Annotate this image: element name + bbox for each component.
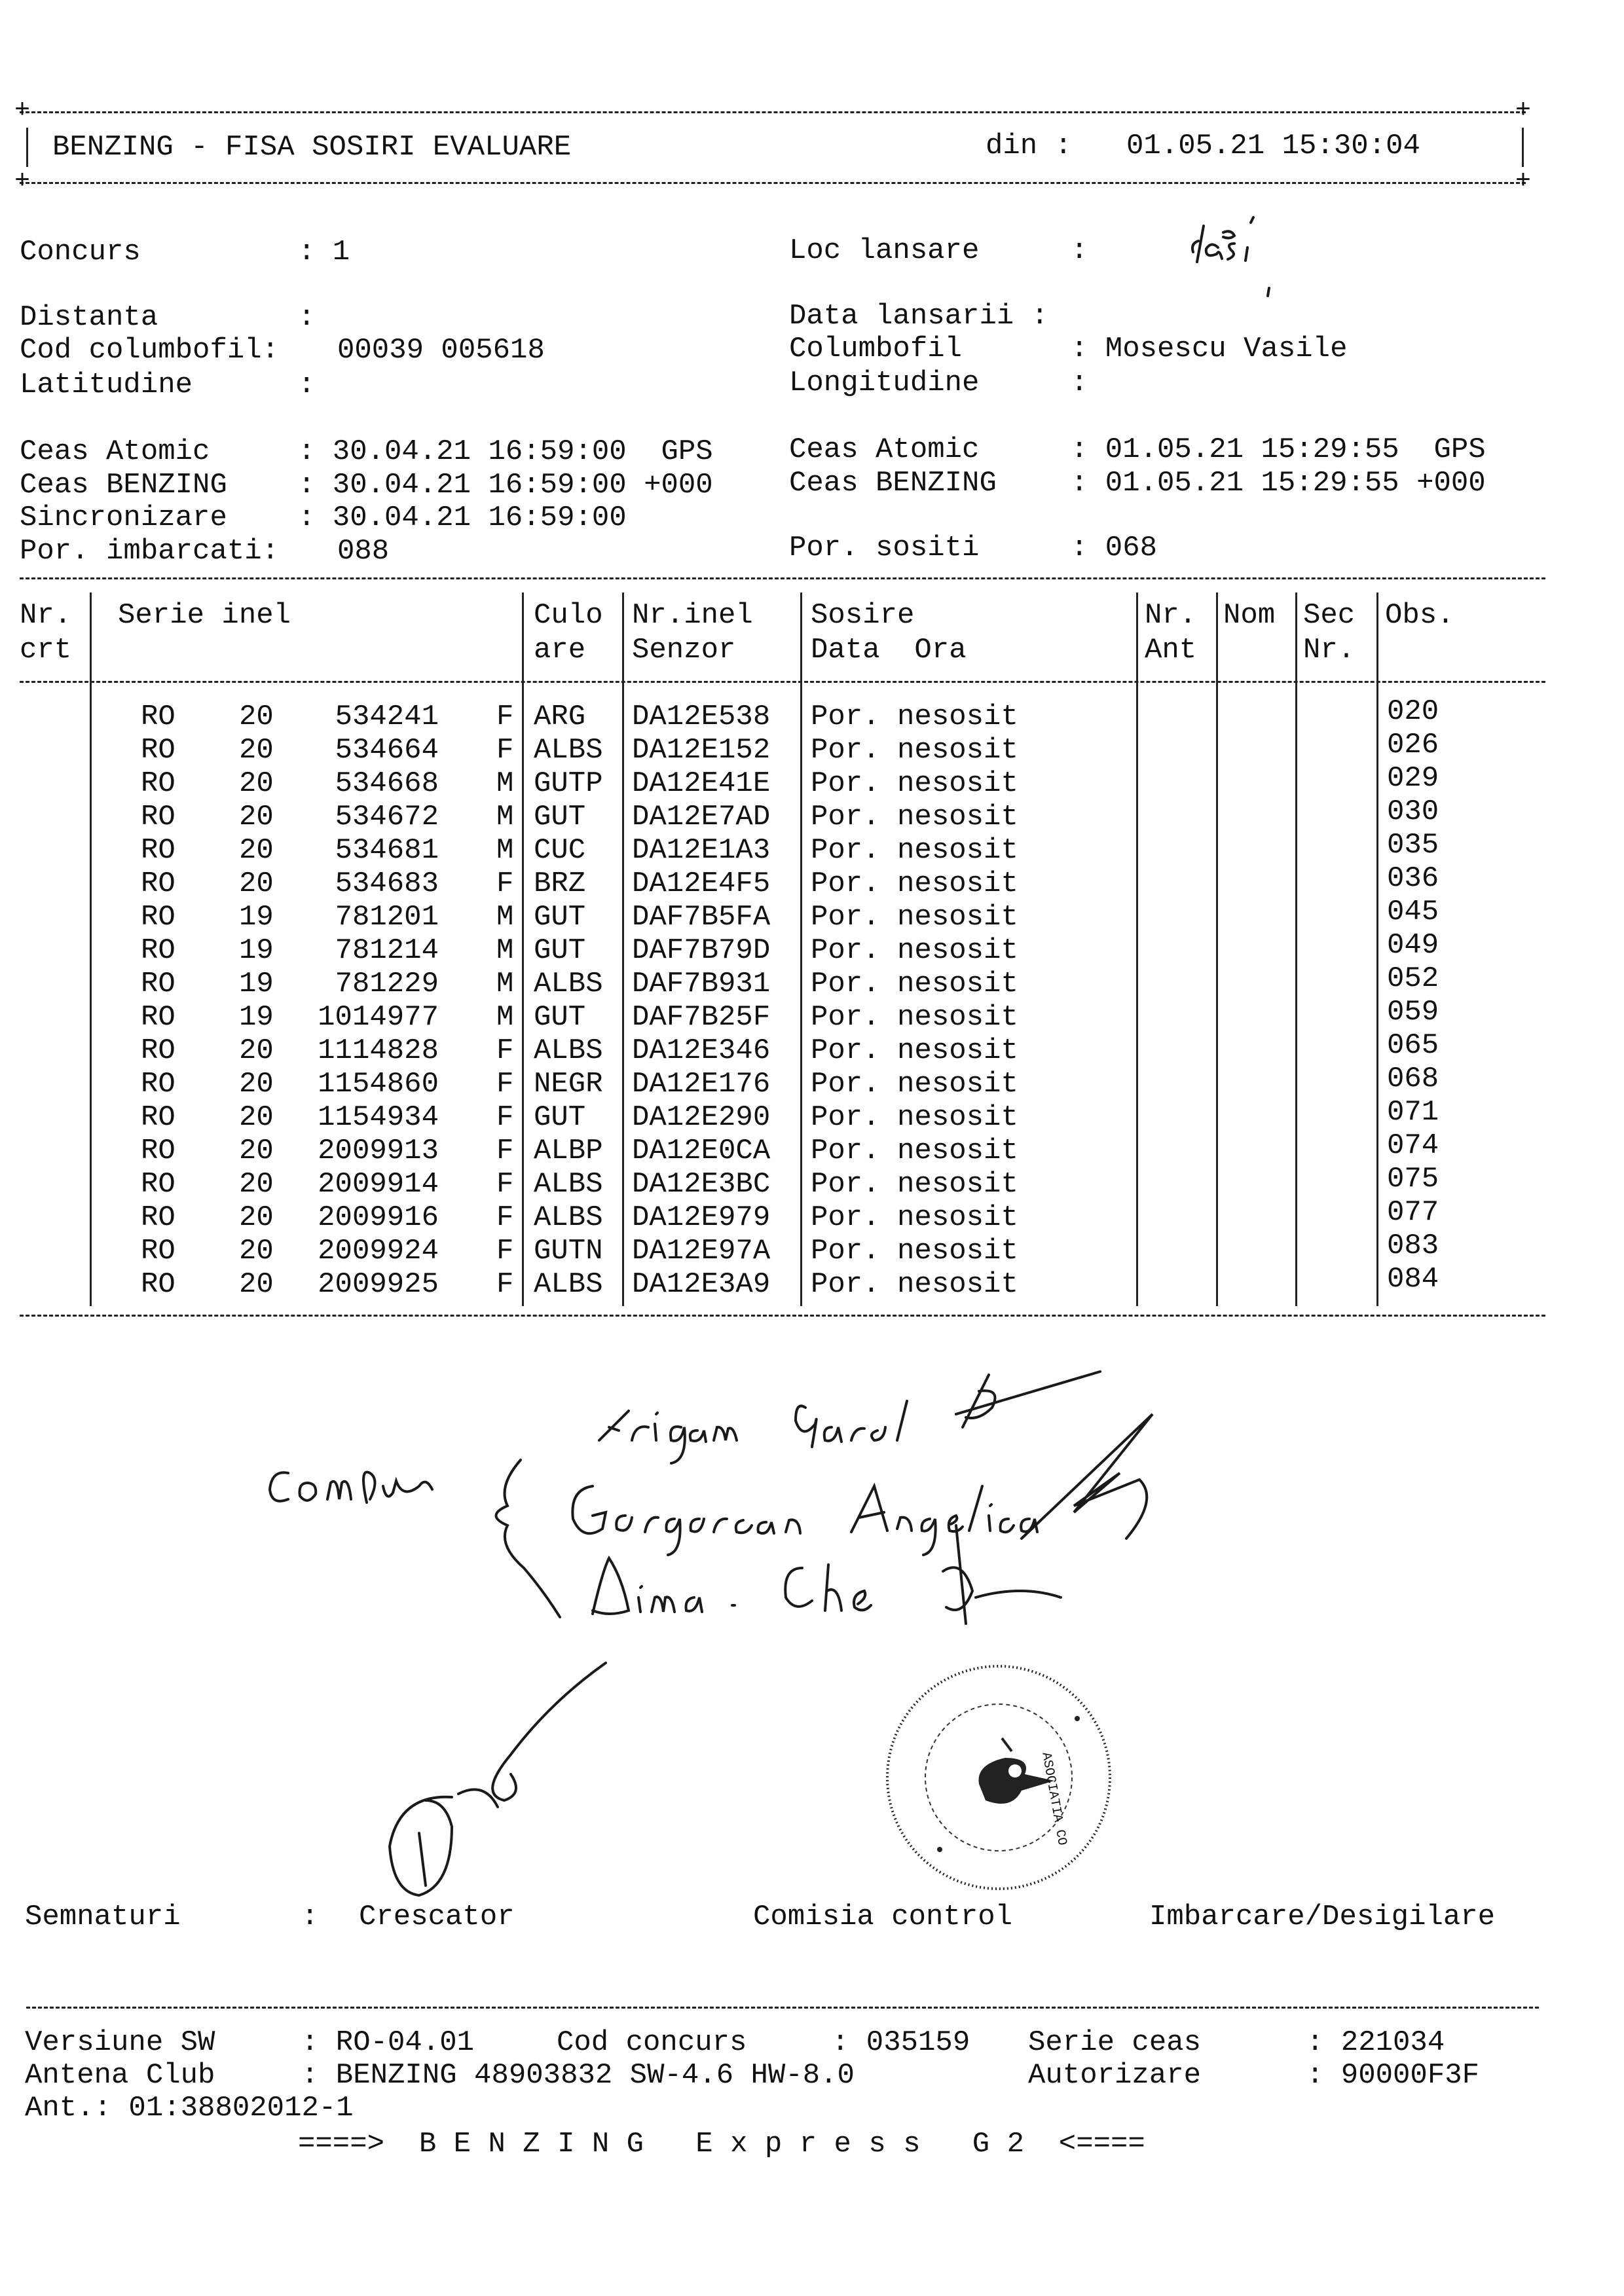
header-corner-tl: + xyxy=(14,96,31,126)
th-sosire-2: Data Ora xyxy=(811,634,967,666)
cell-sosire: Por. nesosit xyxy=(811,1034,1018,1067)
semnaturi-label: Semnaturi xyxy=(25,1901,181,1933)
commission-stamp xyxy=(881,1660,1116,1895)
cell-nr: 534683 xyxy=(335,867,439,900)
loc-lansare-sep: : xyxy=(1071,234,1088,267)
cell-tara: RO xyxy=(141,1001,175,1034)
cell-sex: F xyxy=(496,1034,514,1067)
cell-an: 20 xyxy=(239,867,274,900)
cell-senzor: DA12E1A3 xyxy=(632,834,771,867)
cell-obs: 074 xyxy=(1387,1129,1439,1162)
por-imbarcati-label: Por. imbarcati: xyxy=(20,535,280,568)
cell-nr: 2009925 xyxy=(318,1268,439,1301)
cell-sex: M xyxy=(496,934,514,967)
cell-culoare: CUC xyxy=(534,834,586,867)
cell-sex: F xyxy=(496,1235,514,1267)
cell-tara: RO xyxy=(141,901,175,934)
cell-senzor: DAF7B25F xyxy=(632,1001,771,1034)
th-nr-crt-1: Nr. xyxy=(20,599,72,632)
cell-sex: F xyxy=(496,1201,514,1234)
cell-tara: RO xyxy=(141,1101,175,1134)
cell-senzor: DA12E979 xyxy=(632,1201,771,1234)
table-bottom-rule xyxy=(20,1315,1545,1317)
cod-columbofil-value: 00039 005618 xyxy=(337,334,545,367)
cell-sex: M xyxy=(496,901,514,934)
por-sositi-label: Por. sositi xyxy=(789,532,980,564)
th-nr-crt-2: crt xyxy=(20,634,72,666)
cell-senzor: DA12E3A9 xyxy=(632,1268,771,1301)
th-culoare-2: are xyxy=(534,634,586,666)
header-left-border xyxy=(26,128,28,167)
ceas-atomic-right-label: Ceas Atomic xyxy=(789,433,980,466)
distanta-value: : xyxy=(298,301,316,334)
cell-culoare: GUT xyxy=(534,934,586,967)
cell-sex: F xyxy=(496,734,514,767)
cell-obs: 065 xyxy=(1387,1029,1439,1062)
cell-nr: 534241 xyxy=(335,701,439,733)
header-corner-tr: + xyxy=(1515,96,1532,126)
col-sep-obs xyxy=(1376,592,1378,1306)
cell-sosire: Por. nesosit xyxy=(811,701,1018,733)
sincronizare-value: : 30.04.21 16:59:00 xyxy=(298,501,627,534)
cell-sosire: Por. nesosit xyxy=(811,1201,1018,1234)
cell-senzor: DA12E152 xyxy=(632,734,771,767)
cell-obs: 068 xyxy=(1387,1063,1439,1095)
ceas-atomic-left-label: Ceas Atomic xyxy=(20,435,210,468)
cell-senzor: DAF7B5FA xyxy=(632,901,771,934)
cell-sosire: Por. nesosit xyxy=(811,801,1018,833)
cell-nr: 2009916 xyxy=(318,1201,439,1234)
cell-an: 20 xyxy=(239,767,274,800)
cell-sex: M xyxy=(496,834,514,867)
cell-obs: 059 xyxy=(1387,996,1439,1029)
cell-nr: 534668 xyxy=(335,767,439,800)
ceas-benzing-left-label: Ceas BENZING xyxy=(20,469,227,501)
cell-an: 20 xyxy=(239,1268,274,1301)
cell-sosire: Por. nesosit xyxy=(811,1135,1018,1167)
cell-nr: 2009924 xyxy=(318,1235,439,1267)
cell-sosire: Por. nesosit xyxy=(811,901,1018,934)
cell-sex: F xyxy=(496,1135,514,1167)
cod-columbofil-label: Cod columbofil: xyxy=(20,334,280,367)
cell-sosire: Por. nesosit xyxy=(811,1101,1018,1134)
cell-senzor: DA12E176 xyxy=(632,1068,771,1101)
cell-sex: F xyxy=(496,1168,514,1201)
cell-an: 20 xyxy=(239,1135,274,1167)
cell-senzor: DA12E4F5 xyxy=(632,867,771,900)
cell-an: 20 xyxy=(239,734,274,767)
ceas-benzing-right-label: Ceas BENZING xyxy=(789,467,997,500)
cell-an: 20 xyxy=(239,834,274,867)
cell-obs: 036 xyxy=(1387,862,1439,895)
autorizare-label: Autorizare xyxy=(1028,2059,1202,2092)
latitudine-value: : xyxy=(298,369,316,401)
cell-tara: RO xyxy=(141,1068,175,1101)
cell-culoare: NEGR xyxy=(534,1068,603,1101)
cell-culoare: GUT xyxy=(534,1001,586,1034)
ant-line: Ant.: 01:38802012-1 xyxy=(25,2092,354,2124)
antena-value: : BENZING 48903832 SW-4.6 HW-8.0 xyxy=(301,2059,855,2092)
header-bottom-rule xyxy=(20,182,1526,184)
cell-tara: RO xyxy=(141,1135,175,1167)
cell-sex: M xyxy=(496,968,514,1000)
cell-an: 19 xyxy=(239,934,274,967)
th-nr-ant-2: Ant xyxy=(1145,634,1197,666)
signature-imbarcare-label: Imbarcare/Desigilare xyxy=(1149,1901,1496,1933)
cell-an: 20 xyxy=(239,801,274,833)
cell-tara: RO xyxy=(141,867,175,900)
loc-lansare-label: Loc lansare xyxy=(789,234,980,267)
cell-an: 19 xyxy=(239,968,274,1000)
cell-sosire: Por. nesosit xyxy=(811,1168,1018,1201)
cell-an: 20 xyxy=(239,1034,274,1067)
cell-an: 20 xyxy=(239,1101,274,1134)
cell-culoare: BRZ xyxy=(534,867,586,900)
cell-tara: RO xyxy=(141,734,175,767)
serie-ceas-value: : 221034 xyxy=(1306,2026,1445,2059)
cell-tara: RO xyxy=(141,1201,175,1234)
cell-tara: RO xyxy=(141,934,175,967)
cell-culoare: ALBS xyxy=(534,968,603,1000)
cell-sex: F xyxy=(496,1068,514,1101)
longitudine-label: Longitudine xyxy=(789,367,980,399)
th-serie-inel: Serie inel xyxy=(118,599,291,632)
cell-tara: RO xyxy=(141,968,175,1000)
cell-culoare: ALBS xyxy=(534,1268,603,1301)
cell-obs: 020 xyxy=(1387,695,1439,728)
cell-senzor: DA12E538 xyxy=(632,701,771,733)
longitudine-value: : xyxy=(1071,367,1088,399)
col-sep-culoare xyxy=(522,592,524,1306)
cell-sosire: Por. nesosit xyxy=(811,867,1018,900)
footer-rule xyxy=(26,2007,1539,2009)
cell-obs: 075 xyxy=(1387,1163,1439,1195)
cell-culoare: ALBS xyxy=(534,1034,603,1067)
cell-an: 19 xyxy=(239,901,274,934)
antena-label: Antena Club xyxy=(25,2059,215,2092)
signature-comisia-label: Comisia control xyxy=(753,1901,1013,1933)
header-din-value: 01.05.21 15:30:04 xyxy=(1126,130,1420,162)
cell-nr: 781229 xyxy=(335,968,439,1000)
versiune-label: Versiune SW xyxy=(25,2026,215,2059)
ceas-benzing-right-value: : 01.05.21 15:29:55 +000 xyxy=(1071,467,1486,500)
cell-tara: RO xyxy=(141,1034,175,1067)
cell-senzor: DA12E290 xyxy=(632,1101,771,1134)
th-sosire-1: Sosire xyxy=(811,599,915,632)
col-sep-nr-ant xyxy=(1136,592,1138,1306)
cell-obs: 045 xyxy=(1387,896,1439,928)
cell-obs: 071 xyxy=(1387,1096,1439,1129)
cell-sosire: Por. nesosit xyxy=(811,968,1018,1000)
semnaturi-sep: : xyxy=(301,1901,319,1933)
cell-nr: 534672 xyxy=(335,801,439,833)
cell-tara: RO xyxy=(141,1168,175,1201)
cell-obs: 030 xyxy=(1387,795,1439,828)
header-corner-br: + xyxy=(1515,167,1532,196)
cell-senzor: DA12E7AD xyxy=(632,801,771,833)
header-corner-bl: + xyxy=(14,167,31,196)
cell-senzor: DA12E41E xyxy=(632,767,771,800)
cell-culoare: ARG xyxy=(534,701,586,733)
cell-culoare: GUT xyxy=(534,901,586,934)
columbofil-value: : Mosescu Vasile xyxy=(1071,333,1348,365)
cell-obs: 083 xyxy=(1387,1230,1439,1262)
th-sec-2: Nr. xyxy=(1303,634,1356,666)
cod-concurs-label: Cod concurs xyxy=(557,2026,747,2059)
cell-tara: RO xyxy=(141,767,175,800)
distanta-label: Distanta xyxy=(20,301,158,334)
cell-culoare: GUT xyxy=(534,801,586,833)
th-obs: Obs. xyxy=(1385,599,1454,632)
cell-sex: M xyxy=(496,801,514,833)
table-header-rule xyxy=(20,681,1545,683)
concurs-value: : 1 xyxy=(298,236,350,268)
cell-an: 20 xyxy=(239,1235,274,1267)
th-nr-inel-1: Nr.inel xyxy=(632,599,753,632)
th-nom: Nom xyxy=(1223,599,1276,632)
latitudine-label: Latitudine xyxy=(20,369,193,401)
sincronizare-label: Sincronizare xyxy=(20,501,227,534)
cell-nr: 2009914 xyxy=(318,1168,439,1201)
cell-culoare: GUTP xyxy=(534,767,603,800)
col-sep-sec xyxy=(1295,592,1297,1306)
cell-obs: 084 xyxy=(1387,1263,1439,1296)
cell-sex: F xyxy=(496,701,514,733)
cell-culoare: ALBS xyxy=(534,1201,603,1234)
stamp-text: ASOCIATIA CO xyxy=(1038,1751,1069,1847)
ceas-atomic-left-value: : 30.04.21 16:59:00 GPS xyxy=(298,435,713,468)
cell-senzor: DAF7B931 xyxy=(632,968,771,1000)
cell-nr: 1154860 xyxy=(318,1068,439,1101)
cell-tara: RO xyxy=(141,1235,175,1267)
cell-sosire: Por. nesosit xyxy=(811,834,1018,867)
cell-sex: F xyxy=(496,1101,514,1134)
cell-senzor: DA12E346 xyxy=(632,1034,771,1067)
cell-obs: 052 xyxy=(1387,962,1439,995)
stamp-icon xyxy=(881,1660,1116,1895)
cell-tara: RO xyxy=(141,1268,175,1301)
th-culoare-1: Culo xyxy=(534,599,603,632)
col-sep-sosire xyxy=(800,592,802,1306)
cell-nr: 2009913 xyxy=(318,1135,439,1167)
cell-obs: 029 xyxy=(1387,762,1439,795)
columbofil-label: Columbofil xyxy=(789,333,963,365)
cell-obs: 026 xyxy=(1387,729,1439,761)
por-sositi-value: : 068 xyxy=(1071,532,1158,564)
data-lansarii-label: Data lansarii : xyxy=(789,300,1049,333)
cell-nr: 781201 xyxy=(335,901,439,934)
cell-sex: M xyxy=(496,1001,514,1034)
col-sep-serie xyxy=(90,592,92,1306)
header-right-border xyxy=(1522,128,1524,167)
cell-senzor: DA12E97A xyxy=(632,1235,771,1267)
cell-obs: 049 xyxy=(1387,929,1439,962)
cell-sosire: Por. nesosit xyxy=(811,934,1018,967)
header-din-label: din : xyxy=(986,130,1073,162)
cell-culoare: ALBS xyxy=(534,734,603,767)
cell-senzor: DA12E3BC xyxy=(632,1168,771,1201)
concurs-label: Concurs xyxy=(20,236,141,268)
cell-nr: 534664 xyxy=(335,734,439,767)
cell-sosire: Por. nesosit xyxy=(811,767,1018,800)
cell-an: 20 xyxy=(239,1201,274,1234)
th-nr-inel-2: Senzor xyxy=(632,634,736,666)
table-top-rule xyxy=(20,577,1545,579)
ceas-benzing-left-value: : 30.04.21 16:59:00 +000 xyxy=(298,469,713,501)
cell-an: 20 xyxy=(239,1068,274,1101)
cell-sosire: Por. nesosit xyxy=(811,1068,1018,1101)
versiune-value: : RO-04.01 xyxy=(301,2026,475,2059)
col-sep-senzor xyxy=(622,592,624,1306)
cell-an: 20 xyxy=(239,1168,274,1201)
cod-concurs-value: : 035159 xyxy=(832,2026,970,2059)
cell-senzor: DAF7B79D xyxy=(632,934,771,967)
cell-sosire: Por. nesosit xyxy=(811,1001,1018,1034)
serie-ceas-label: Serie ceas xyxy=(1028,2026,1202,2059)
report-title: BENZING - FISA SOSIRI EVALUARE xyxy=(52,131,572,164)
cell-sosire: Por. nesosit xyxy=(811,1268,1018,1301)
cell-nr: 1154934 xyxy=(318,1101,439,1134)
cell-culoare: GUT xyxy=(534,1101,586,1134)
cell-sex: F xyxy=(496,1268,514,1301)
th-sec-1: Sec xyxy=(1303,599,1356,632)
cell-obs: 035 xyxy=(1387,829,1439,862)
cell-tara: RO xyxy=(141,801,175,833)
th-nr-ant-1: Nr. xyxy=(1145,599,1197,632)
cell-nr: 1014977 xyxy=(318,1001,439,1034)
col-sep-nom xyxy=(1216,592,1218,1306)
cell-tara: RO xyxy=(141,834,175,867)
por-imbarcati-value: 088 xyxy=(337,535,390,568)
cell-an: 19 xyxy=(239,1001,274,1034)
cell-sosire: Por. nesosit xyxy=(811,1235,1018,1267)
cell-senzor: DA12E0CA xyxy=(632,1135,771,1167)
cell-nr: 534681 xyxy=(335,834,439,867)
cell-culoare: ALBP xyxy=(534,1135,603,1167)
autorizare-value: : 90000F3F xyxy=(1306,2059,1480,2092)
benzing-express-line: ====> B E N Z I N G E x p r e s s G 2 <==== xyxy=(298,2128,1145,2160)
cell-tara: RO xyxy=(141,701,175,733)
cell-sex: F xyxy=(496,867,514,900)
signature-crescator-label: Crescator xyxy=(359,1901,515,1933)
cell-sosire: Por. nesosit xyxy=(811,734,1018,767)
header-top-rule xyxy=(20,111,1526,113)
cell-an: 20 xyxy=(239,701,274,733)
cell-nr: 1114828 xyxy=(318,1034,439,1067)
cell-nr: 781214 xyxy=(335,934,439,967)
cell-culoare: GUTN xyxy=(534,1235,603,1267)
cell-sex: M xyxy=(496,767,514,800)
ceas-atomic-right-value: : 01.05.21 15:29:55 GPS xyxy=(1071,433,1486,466)
cell-culoare: ALBS xyxy=(534,1168,603,1201)
cell-obs: 077 xyxy=(1387,1196,1439,1229)
